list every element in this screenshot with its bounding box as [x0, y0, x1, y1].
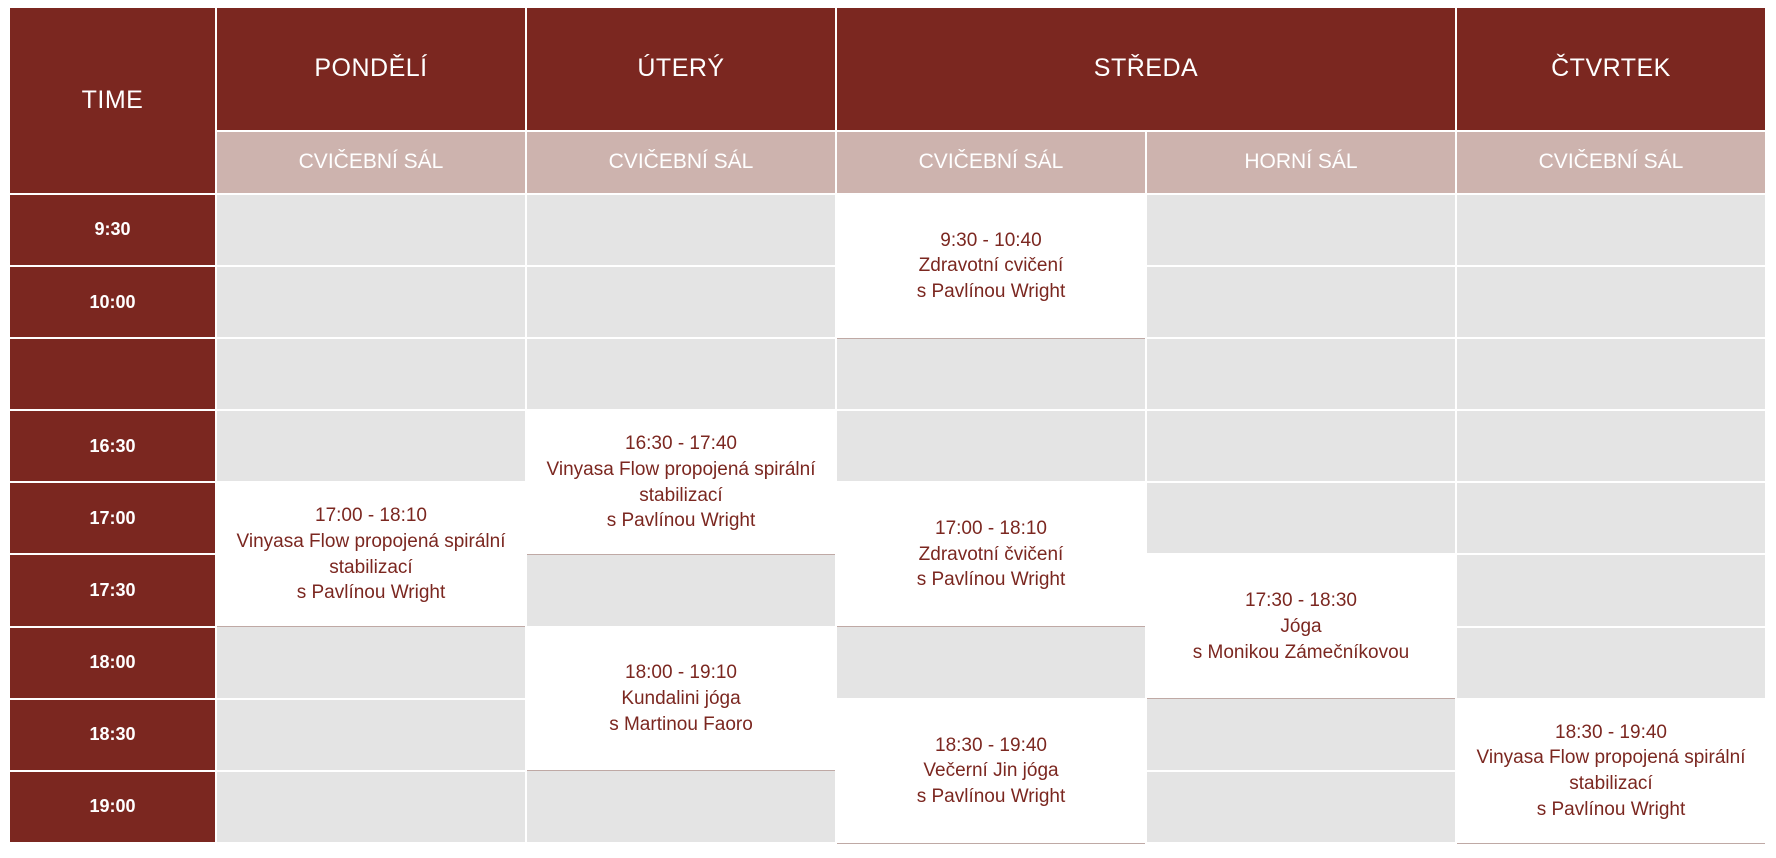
- class-time: 18:00 - 19:10: [625, 662, 737, 684]
- slot-upperhall-spacer: [1146, 338, 1456, 410]
- header-room-tuesday: CVIČEBNÍ SÁL: [526, 131, 836, 194]
- class-teacher: s Martinou Faoro: [609, 713, 753, 735]
- header-time-label: TIME: [10, 8, 216, 194]
- slot-thursday-1730: [1456, 554, 1766, 626]
- class-teacher: s Pavlínou Wright: [916, 569, 1066, 591]
- header-day-thursday: ČTVRTEK: [1456, 8, 1766, 131]
- class-name-line2: stabilizací: [639, 484, 723, 506]
- time-label-1630: 16:30: [10, 410, 216, 482]
- slot-monday-1900: [216, 771, 526, 843]
- class-name-line1: Vinyasa Flow propojená spirální: [546, 458, 816, 480]
- class-name-line2: stabilizací: [329, 556, 413, 578]
- class-tuesday-1800[interactable]: [526, 627, 836, 771]
- class-teacher: s Pavlínou Wright: [1536, 798, 1686, 820]
- slot-thursday-1000: [1456, 266, 1766, 338]
- slot-thursday-1700: [1456, 482, 1766, 554]
- slot-thursday-spacer: [1456, 338, 1766, 410]
- header-room-wednesday-upper: HORNÍ SÁL: [1146, 131, 1456, 194]
- class-time: 18:30 - 19:40: [1555, 721, 1667, 743]
- slot-thursday-1800: [1456, 627, 1766, 699]
- slot-upperhall-0930: [1146, 194, 1456, 266]
- schedule-row-1800: [10, 627, 1766, 699]
- time-label-1830: 18:30: [10, 699, 216, 771]
- class-name: Zdravotní cvičení: [918, 255, 1064, 277]
- slot-monday-1000: [216, 266, 526, 338]
- class-name: Zdravotní čvičení: [918, 543, 1064, 565]
- header-row-days: [10, 8, 1766, 131]
- header-day-tuesday: ÚTERÝ: [526, 8, 836, 131]
- header-room-wednesday-main: CVIČEBNÍ SÁL: [836, 131, 1146, 194]
- class-time: 17:00 - 18:10: [315, 505, 427, 527]
- class-name-line1: Vinyasa Flow propojená spirální: [236, 531, 506, 553]
- slot-upperhall-1700: [1146, 482, 1456, 554]
- class-name: Jóga: [1280, 615, 1322, 637]
- slot-wednesday-1800: [836, 627, 1146, 699]
- class-time: 17:00 - 18:10: [935, 518, 1047, 540]
- header-day-wednesday: STŘEDA: [836, 8, 1456, 131]
- class-upperhall-1730[interactable]: [1146, 554, 1456, 698]
- slot-tuesday-spacer: [526, 338, 836, 410]
- slot-thursday-1630: [1456, 410, 1766, 482]
- class-time: 9:30 - 10:40: [940, 229, 1042, 251]
- class-teacher: s Monikou Zámečníkovou: [1192, 641, 1410, 663]
- header-room-monday: CVIČEBNÍ SÁL: [216, 131, 526, 194]
- schedule-row-spacer: [10, 338, 1766, 410]
- slot-wednesday-1630: [836, 410, 1146, 482]
- class-teacher: s Pavlínou Wright: [296, 582, 446, 604]
- schedule-row-1630: [10, 410, 1766, 482]
- slot-tuesday-1730: [526, 554, 836, 626]
- class-time: 17:30 - 18:30: [1245, 590, 1357, 612]
- schedule-row-1830: [10, 699, 1766, 771]
- slot-upperhall-1830: [1146, 699, 1456, 771]
- schedule-row-1700: [10, 482, 1766, 554]
- slot-thursday-0930: [1456, 194, 1766, 266]
- class-wednesday-1700[interactable]: [836, 482, 1146, 626]
- class-name-line1: Vinyasa Flow propojená spirální: [1476, 747, 1746, 769]
- class-wednesday-1830[interactable]: [836, 699, 1146, 843]
- slot-tuesday-1900: [526, 771, 836, 843]
- slot-monday-1830: [216, 699, 526, 771]
- slot-monday-1630: [216, 410, 526, 482]
- class-teacher: s Pavlínou Wright: [916, 785, 1066, 807]
- slot-monday-0930: [216, 194, 526, 266]
- time-label-1000: 10:00: [10, 266, 216, 338]
- slot-upperhall-1630: [1146, 410, 1456, 482]
- time-label-1900: 19:00: [10, 771, 216, 843]
- class-teacher: s Pavlínou Wright: [916, 281, 1066, 303]
- slot-wednesday-spacer: [836, 338, 1146, 410]
- header-room-thursday: CVIČEBNÍ SÁL: [1456, 131, 1766, 194]
- slot-tuesday-0930: [526, 194, 836, 266]
- class-wednesday-0930[interactable]: [836, 194, 1146, 338]
- time-label-spacer: [10, 338, 216, 410]
- schedule-row-0930: [10, 194, 1766, 266]
- header-row-rooms: [10, 131, 1766, 194]
- time-label-0930: 9:30: [10, 194, 216, 266]
- class-tuesday-1630[interactable]: [526, 410, 836, 554]
- class-teacher: s Pavlínou Wright: [606, 510, 756, 532]
- class-time: 16:30 - 17:40: [625, 433, 737, 455]
- class-monday-1700[interactable]: [216, 482, 526, 626]
- time-label-1800: 18:00: [10, 627, 216, 699]
- slot-monday-spacer: [216, 338, 526, 410]
- weekly-schedule-table: [10, 8, 1767, 844]
- time-label-1700: 17:00: [10, 482, 216, 554]
- class-time: 18:30 - 19:40: [935, 734, 1047, 756]
- header-day-monday: PONDĚLÍ: [216, 8, 526, 131]
- slot-upperhall-1000: [1146, 266, 1456, 338]
- class-name: Večerní Jin jóga: [923, 760, 1059, 782]
- slot-upperhall-1900: [1146, 771, 1456, 843]
- class-thursday-1830[interactable]: [1456, 699, 1766, 843]
- slot-monday-1800: [216, 627, 526, 699]
- time-label-1730: 17:30: [10, 554, 216, 626]
- slot-tuesday-1000: [526, 266, 836, 338]
- class-name: Kundalini jóga: [621, 688, 741, 710]
- class-name-line2: stabilizací: [1569, 773, 1653, 795]
